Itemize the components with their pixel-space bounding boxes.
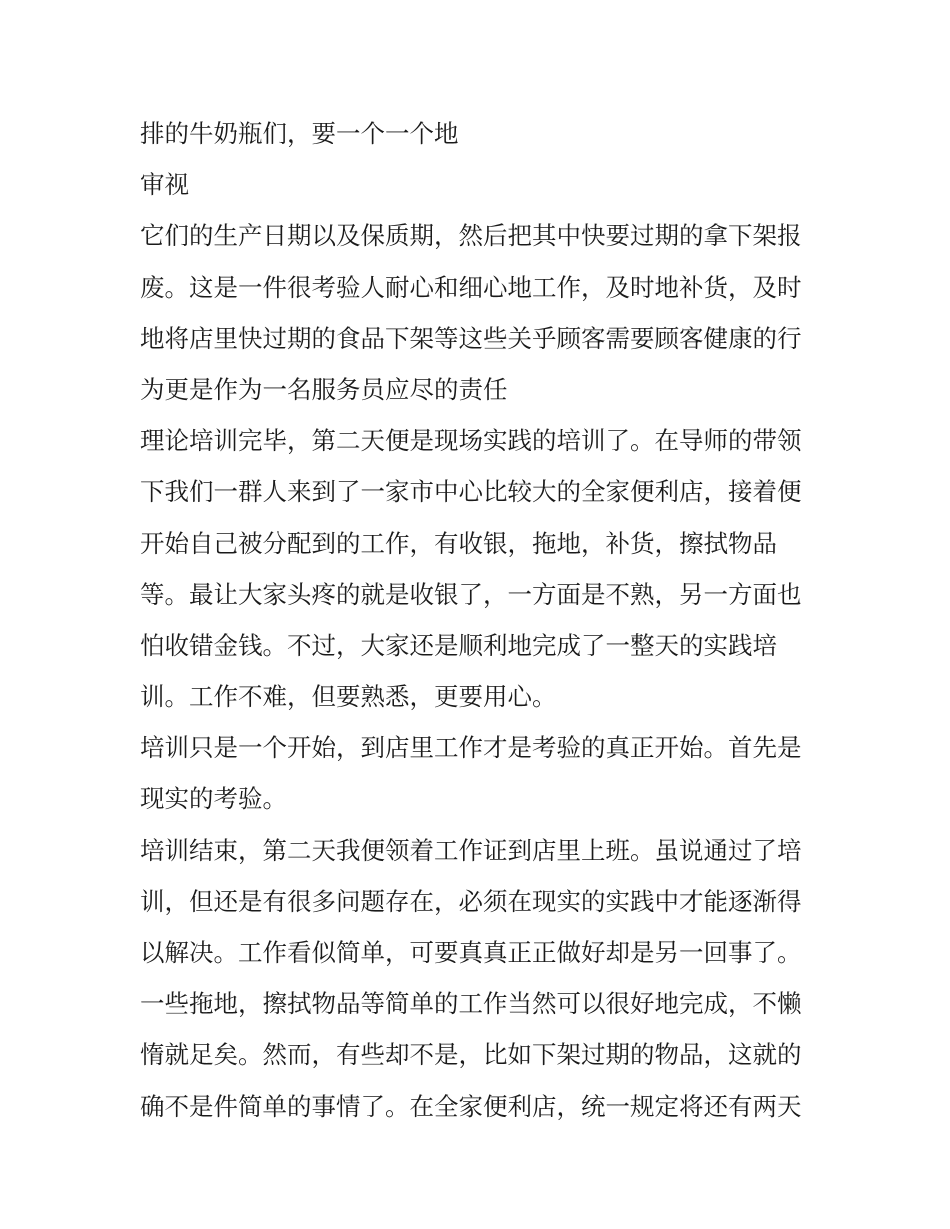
text-line: 现实的考验。 [140, 784, 287, 814]
text-line: 排的牛奶瓶们，要一个一个地 [140, 119, 459, 148]
text-line: 为更是作为一名服务员应尽的责任 [140, 374, 508, 404]
text-line: 培训只是一个开始，到店里工作才是考验的真正开始。首先是 [140, 733, 802, 763]
text-line: 训。工作不难，但要熟悉，更要用心。 [140, 682, 557, 712]
text-line: 理论培训完毕，第二天便是现场实践的培训了。在导师的带领 [140, 426, 802, 456]
text-line: 废。这是一件很考验人耐心和细心地工作，及时地补货，及时 [140, 272, 802, 302]
text-line: 地将店里快过期的食品下架等这些关乎顾客需要顾客健康的行 [140, 323, 802, 353]
text-line: 训，但还是有很多问题存在，必须在现实的实践中才能逐渐得 [140, 886, 802, 916]
document-text-body [140, 108, 820, 1132]
text-line: 它们的生产日期以及保质期，然后把其中快要过期的拿下架报 [140, 221, 802, 251]
text-line: 培训结束，第二天我便领着工作证到店里上班。虽说通过了培 [140, 835, 802, 865]
text-line: 审视 [140, 170, 189, 200]
text-line: 下我们一群人来到了一家市中心比较大的全家便利店，接着便 [140, 477, 802, 507]
text-line: 惰就足矣。然而，有些却不是，比如下架过期的物品，这就的 [140, 1040, 802, 1070]
text-line: 以解决。工作看似简单，可要真真正正做好却是另一回事了。 [140, 938, 802, 967]
text-line: 开始自己被分配到的工作，有收银，拖地，补货，擦拭物品 [140, 528, 777, 558]
text-line: 一些拖地，擦拭物品等简单的工作当然可以很好地完成，不懒 [140, 989, 802, 1019]
text-line: 怕收错金钱。不过，大家还是顺利地完成了一整天的实践培 [140, 630, 777, 660]
text-line: 等。最让大家头疼的就是收银了，一方面是不熟，另一方面也 [140, 579, 802, 609]
text-line: 确不是件简单的事情了。在全家便利店，统一规定将还有两天 [140, 1091, 802, 1121]
